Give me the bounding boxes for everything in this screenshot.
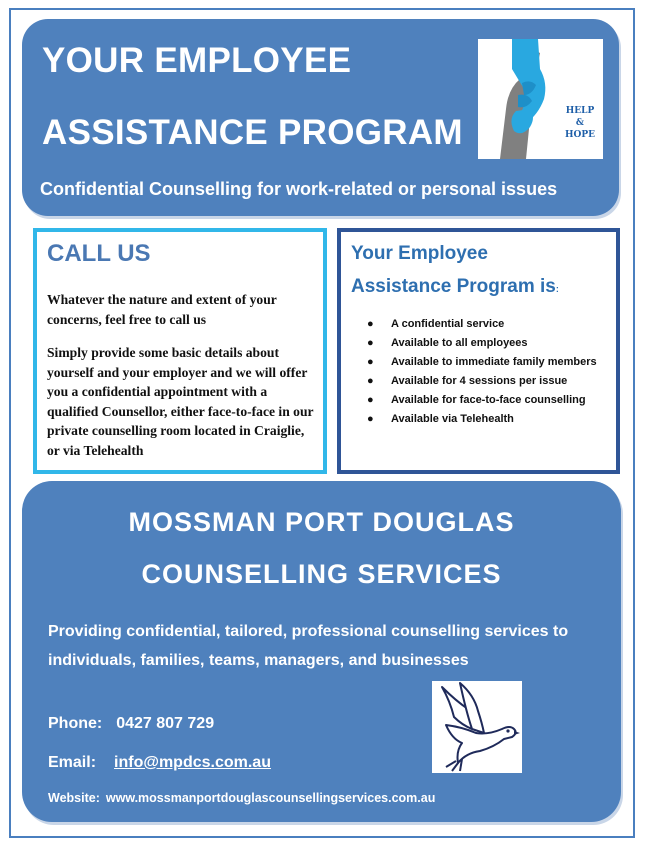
email-line	[48, 754, 271, 772]
list-item	[341, 315, 616, 334]
phone-label: Phone:	[48, 715, 103, 732]
list-item	[341, 353, 616, 372]
bullet-icon: ●	[367, 413, 374, 425]
program-heading-colon: :	[555, 284, 559, 294]
help-and-hope-logo	[478, 39, 603, 159]
program-heading-text: Assistance Program is	[351, 276, 556, 297]
bullet-icon: ●	[367, 356, 374, 368]
program-heading-line1: Your Employee	[351, 243, 488, 264]
logo-text-help: HELP	[565, 106, 595, 116]
phone-line	[48, 715, 214, 733]
list-item	[341, 372, 616, 391]
footer-banner	[22, 481, 621, 822]
website-label: Website:	[48, 791, 100, 805]
program-box	[337, 228, 620, 474]
list-item	[341, 334, 616, 353]
list-item-text: Available for 4 sessions per issue	[391, 375, 568, 387]
header-subtitle: Confidential Counselling for work-related or personal issues	[40, 179, 558, 199]
header-title-line2: ASSISTANCE PROGRAM	[42, 113, 463, 152]
email-link[interactable]: info@mpdcs.com.au	[114, 754, 271, 771]
email-label: Email:	[48, 754, 97, 771]
call-us-box	[33, 228, 327, 474]
bullet-icon: ●	[367, 337, 374, 349]
list-item	[341, 410, 616, 429]
footer-title-line2: COUNSELLING SERVICES	[141, 559, 502, 589]
list-item-text: Available for face-to-face counselling	[391, 394, 586, 406]
phone-number[interactable]: 0427 807 729	[116, 715, 215, 732]
list-item	[341, 391, 616, 410]
list-item-text: Available to immediate family members	[391, 356, 597, 368]
clasped-hands-icon	[478, 39, 603, 159]
footer-title-line1: MOSSMAN PORT DOUGLAS	[128, 507, 515, 537]
list-item-text: Available to all employees	[391, 337, 528, 349]
bullet-icon: ●	[367, 375, 374, 387]
dove-image	[432, 681, 522, 773]
bullet-icon: ●	[367, 394, 374, 406]
website-line	[48, 791, 435, 805]
footer-description: Providing confidential, tailored, professional counselling services to individuals, families, teams, managers, and businesses	[48, 623, 569, 669]
logo-text	[560, 105, 600, 141]
list-item-text: Available via Telehealth	[391, 413, 514, 425]
list-item-text: A confidential service	[391, 318, 505, 330]
website-link[interactable]: www.mossmanportdouglascounsellingservices.com.au	[105, 791, 436, 805]
bullet-icon: ●	[367, 318, 374, 330]
call-us-paragraph-1: Whatever the nature and extent of your concerns, feel free to call us	[47, 292, 277, 327]
header-banner	[22, 19, 619, 216]
call-us-heading: CALL US	[47, 240, 151, 267]
program-list	[341, 315, 616, 429]
dove-icon	[432, 681, 522, 773]
logo-text-hope: HOPE	[565, 130, 595, 140]
logo-text-amp: &	[575, 118, 585, 128]
program-heading-line2	[351, 276, 559, 298]
header-title-line1: YOUR EMPLOYEE	[42, 41, 352, 80]
call-us-paragraph-2: Simply provide some basic details about yourself and your employer and we will offer you a confidential appointment with a qualified Counsellor, either face-to-face in our private counselling room located in Craiglie, or via Telehealth	[47, 345, 314, 458]
